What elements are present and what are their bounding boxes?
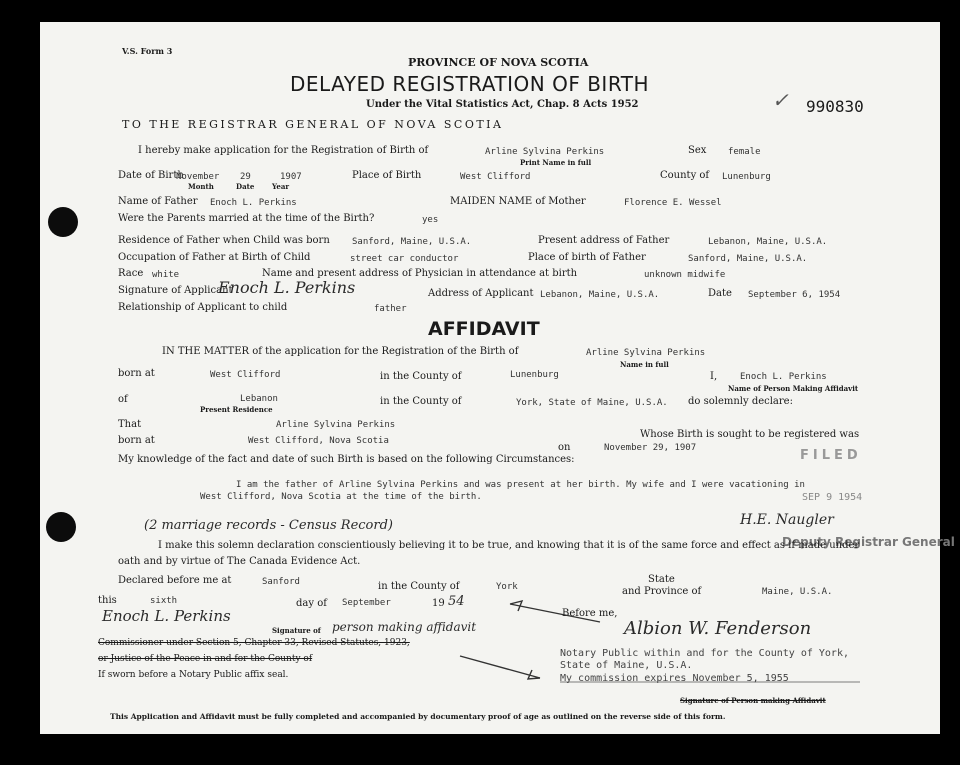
month-value: September: [342, 598, 391, 608]
before-me: Before me,: [562, 608, 618, 619]
applicant-signature: Enoch L. Perkins: [218, 278, 356, 297]
affidavit-name: Arline Sylvina Perkins: [586, 348, 706, 358]
of-label: of: [118, 394, 128, 405]
residence-caption: Present Residence: [200, 405, 273, 414]
relationship-value: father: [374, 304, 407, 314]
day-caption: Date: [236, 182, 255, 191]
affidavit-residence: Lebanon: [240, 394, 278, 404]
declare-text: do solemnly declare:: [688, 396, 793, 407]
province-label: and Province of: [622, 586, 702, 597]
married-value: yes: [422, 215, 439, 225]
registrar-stamp: Deputy Registrar General: [782, 535, 955, 549]
footer-note: This Application and Affidavit must be fully completed and accompanied by documentary proof of age as outlined on the reverse side of this form.: [110, 712, 726, 721]
commissioner-line-2: or Justice of the Peace in and for the County of: [98, 654, 313, 664]
circumstance-line-1: I am the father of Arline Sylvina Perkins and was present at her birth. My wife and I were vacationing in: [236, 480, 805, 490]
deponent-caption: Name of Person Making Affidavit: [728, 384, 859, 393]
signature-caption: Signature of: [272, 626, 321, 635]
filed-date-stamp: SEP 9 1954: [802, 492, 863, 503]
place-value: West Clifford: [460, 172, 531, 182]
that-label: That: [118, 419, 142, 430]
applicant-address-label: Address of Applicant: [428, 288, 534, 299]
physician-label: Name and present address of Physician in attendance at birth: [262, 268, 578, 279]
year-caption: Year: [272, 182, 290, 191]
father-birthplace-value: Sanford, Maine, U.S.A.: [688, 254, 808, 264]
day-value: sixth: [150, 596, 178, 606]
child-name: Arline Sylvina Perkins: [485, 147, 605, 157]
mother-value: Florence E. Wessel: [624, 198, 722, 208]
dob-year: 1907: [280, 172, 302, 182]
filed-stamp: FILED: [800, 448, 862, 463]
arrow-head: [510, 601, 522, 611]
whose-birth-text: Whose Birth is sought to be registered was: [640, 429, 860, 440]
deponent-name: Enoch L. Perkins: [740, 372, 827, 382]
circumstance-line-2: West Clifford, Nova Scotia at the time of the birth.: [200, 492, 482, 502]
father-birthplace-label: Place of birth of Father: [528, 252, 646, 263]
province-value: Maine, U.S.A.: [762, 587, 833, 597]
notary-line-2: State of Maine, U.S.A.: [560, 660, 693, 671]
sex-label: Sex: [688, 145, 707, 156]
affidavit-name-caption: Name in full: [620, 360, 669, 369]
race-label: Race: [118, 268, 144, 279]
year-value: 54: [448, 594, 465, 609]
affidavit-county-label: in the County of: [380, 371, 462, 382]
born-at2-value: West Clifford, Nova Scotia: [248, 436, 389, 446]
applicant-address-value: Lebanon, Maine, U.S.A.: [540, 290, 660, 300]
present-address-value: Lebanon, Maine, U.S.A.: [708, 237, 828, 247]
affidavit-matter: IN THE MATTER of the application for the Registration of the Birth of: [162, 346, 519, 357]
evidence-note: (2 marriage records - Census Record): [144, 518, 393, 533]
province-heading: PROVINCE OF NOVA SCOTIA: [408, 56, 589, 69]
county-value: Lunenburg: [722, 172, 771, 182]
registration-number: 990830: [806, 97, 864, 116]
commissioner-line-1: Commissioner under Section 5, Chapter 33, Revised Statutes, 1923,: [98, 638, 410, 648]
solemn-text-1: I make this solemn declaration conscientiously believing it to be true, and knowing that it is of the same force and effect as if made under: [158, 540, 860, 551]
occupation-value: street car conductor: [350, 254, 459, 264]
physician-value: unknown midwife: [644, 270, 726, 280]
date-value: September 6, 1954: [748, 290, 841, 300]
born-at-value: West Clifford: [210, 370, 281, 380]
sex-value: female: [728, 147, 761, 157]
handwritten-arrows: [40, 22, 940, 734]
father-value: Enoch L. Perkins: [210, 198, 297, 208]
solemn-text-2: oath and by virtue of The Canada Evidence Act.: [118, 556, 361, 567]
mother-label: MAIDEN NAME of Mother: [450, 196, 586, 207]
born-at-label: born at: [118, 368, 155, 379]
signature-handwritten-caption: person making affidavit: [332, 620, 477, 634]
county-label: County of: [660, 170, 710, 181]
dob-day: 29: [240, 172, 251, 182]
declared-at: Sanford: [262, 577, 300, 587]
county3-label: in the County of: [378, 581, 460, 592]
county3-value: York: [496, 582, 518, 592]
addressee: TO THE REGISTRAR GENERAL OF NOVA SCOTIA: [122, 118, 504, 131]
declared-label: Declared before me at: [118, 575, 232, 586]
signature-label: Signature of Applicant: [118, 285, 233, 296]
deponent-signature: Enoch L. Perkins: [102, 607, 231, 625]
that-name: Arline Sylvina Perkins: [276, 420, 396, 430]
place-label: Place of Birth: [352, 170, 422, 181]
notary-seal-note: If sworn before a Notary Public affix seal.: [98, 670, 289, 680]
document-subtitle: Under the Vital Statistics Act, Chap. 8 Acts 1952: [366, 99, 639, 110]
affidavit-heading: AFFIDAVIT: [428, 318, 540, 340]
relationship-label: Relationship of Applicant to child: [118, 302, 288, 313]
document-title: DELAYED REGISTRATION OF BIRTH: [290, 72, 650, 96]
check-mark: ✓: [772, 88, 789, 112]
on-label: on: [558, 442, 571, 453]
present-address-label: Present address of Father: [538, 235, 670, 246]
affidavit-county2-value: York, State of Maine, U.S.A.: [516, 398, 668, 408]
arrow-head: [528, 670, 540, 679]
father-label: Name of Father: [118, 196, 198, 207]
born-at2-label: born at: [118, 435, 155, 446]
dob-month: November: [176, 172, 220, 182]
on-date: November 29, 1907: [604, 443, 697, 453]
registrar-initials: H.E. Naugler: [740, 512, 834, 528]
person-signature-caption: Signature of Person making Affidavit: [680, 696, 826, 705]
race-value: white: [152, 270, 180, 280]
state-label: State: [648, 574, 675, 585]
residence-value: Sanford, Maine, U.S.A.: [352, 237, 472, 247]
year-prefix: 19: [432, 598, 445, 609]
name-caption: Print Name in full: [520, 158, 592, 167]
notary-line-1: Notary Public within and for the County of York,: [560, 648, 849, 659]
knowledge-text: My knowledge of the fact and date of such Birth is based on the following Circumstances:: [118, 454, 575, 465]
arrow-line: [460, 656, 540, 678]
affidavit-county-value: Lunenburg: [510, 370, 559, 380]
document-page: [40, 22, 955, 734]
arrow-line: [510, 604, 600, 622]
month-caption: Month: [188, 182, 214, 191]
i-label: I,: [710, 371, 718, 382]
dob-label: Date of Birth: [118, 170, 184, 181]
residence-label: Residence of Father when Child was born: [118, 235, 330, 246]
occupation-label: Occupation of Father at Birth of Child: [118, 252, 311, 263]
form-id: V.S. Form 3: [122, 46, 173, 56]
married-label: Were the Parents married at the time of the Birth?: [118, 213, 375, 224]
notary-signature: Albion W. Fenderson: [624, 618, 812, 639]
application-intro: I hereby make application for the Registration of Birth of: [138, 145, 429, 156]
notary-line-3: My commission expires November 5, 1955: [560, 673, 789, 684]
date-label: Date: [708, 288, 732, 299]
day-of-label: day of: [296, 598, 327, 609]
this-label: this: [98, 595, 117, 606]
affidavit-county2-label: in the County of: [380, 396, 462, 407]
